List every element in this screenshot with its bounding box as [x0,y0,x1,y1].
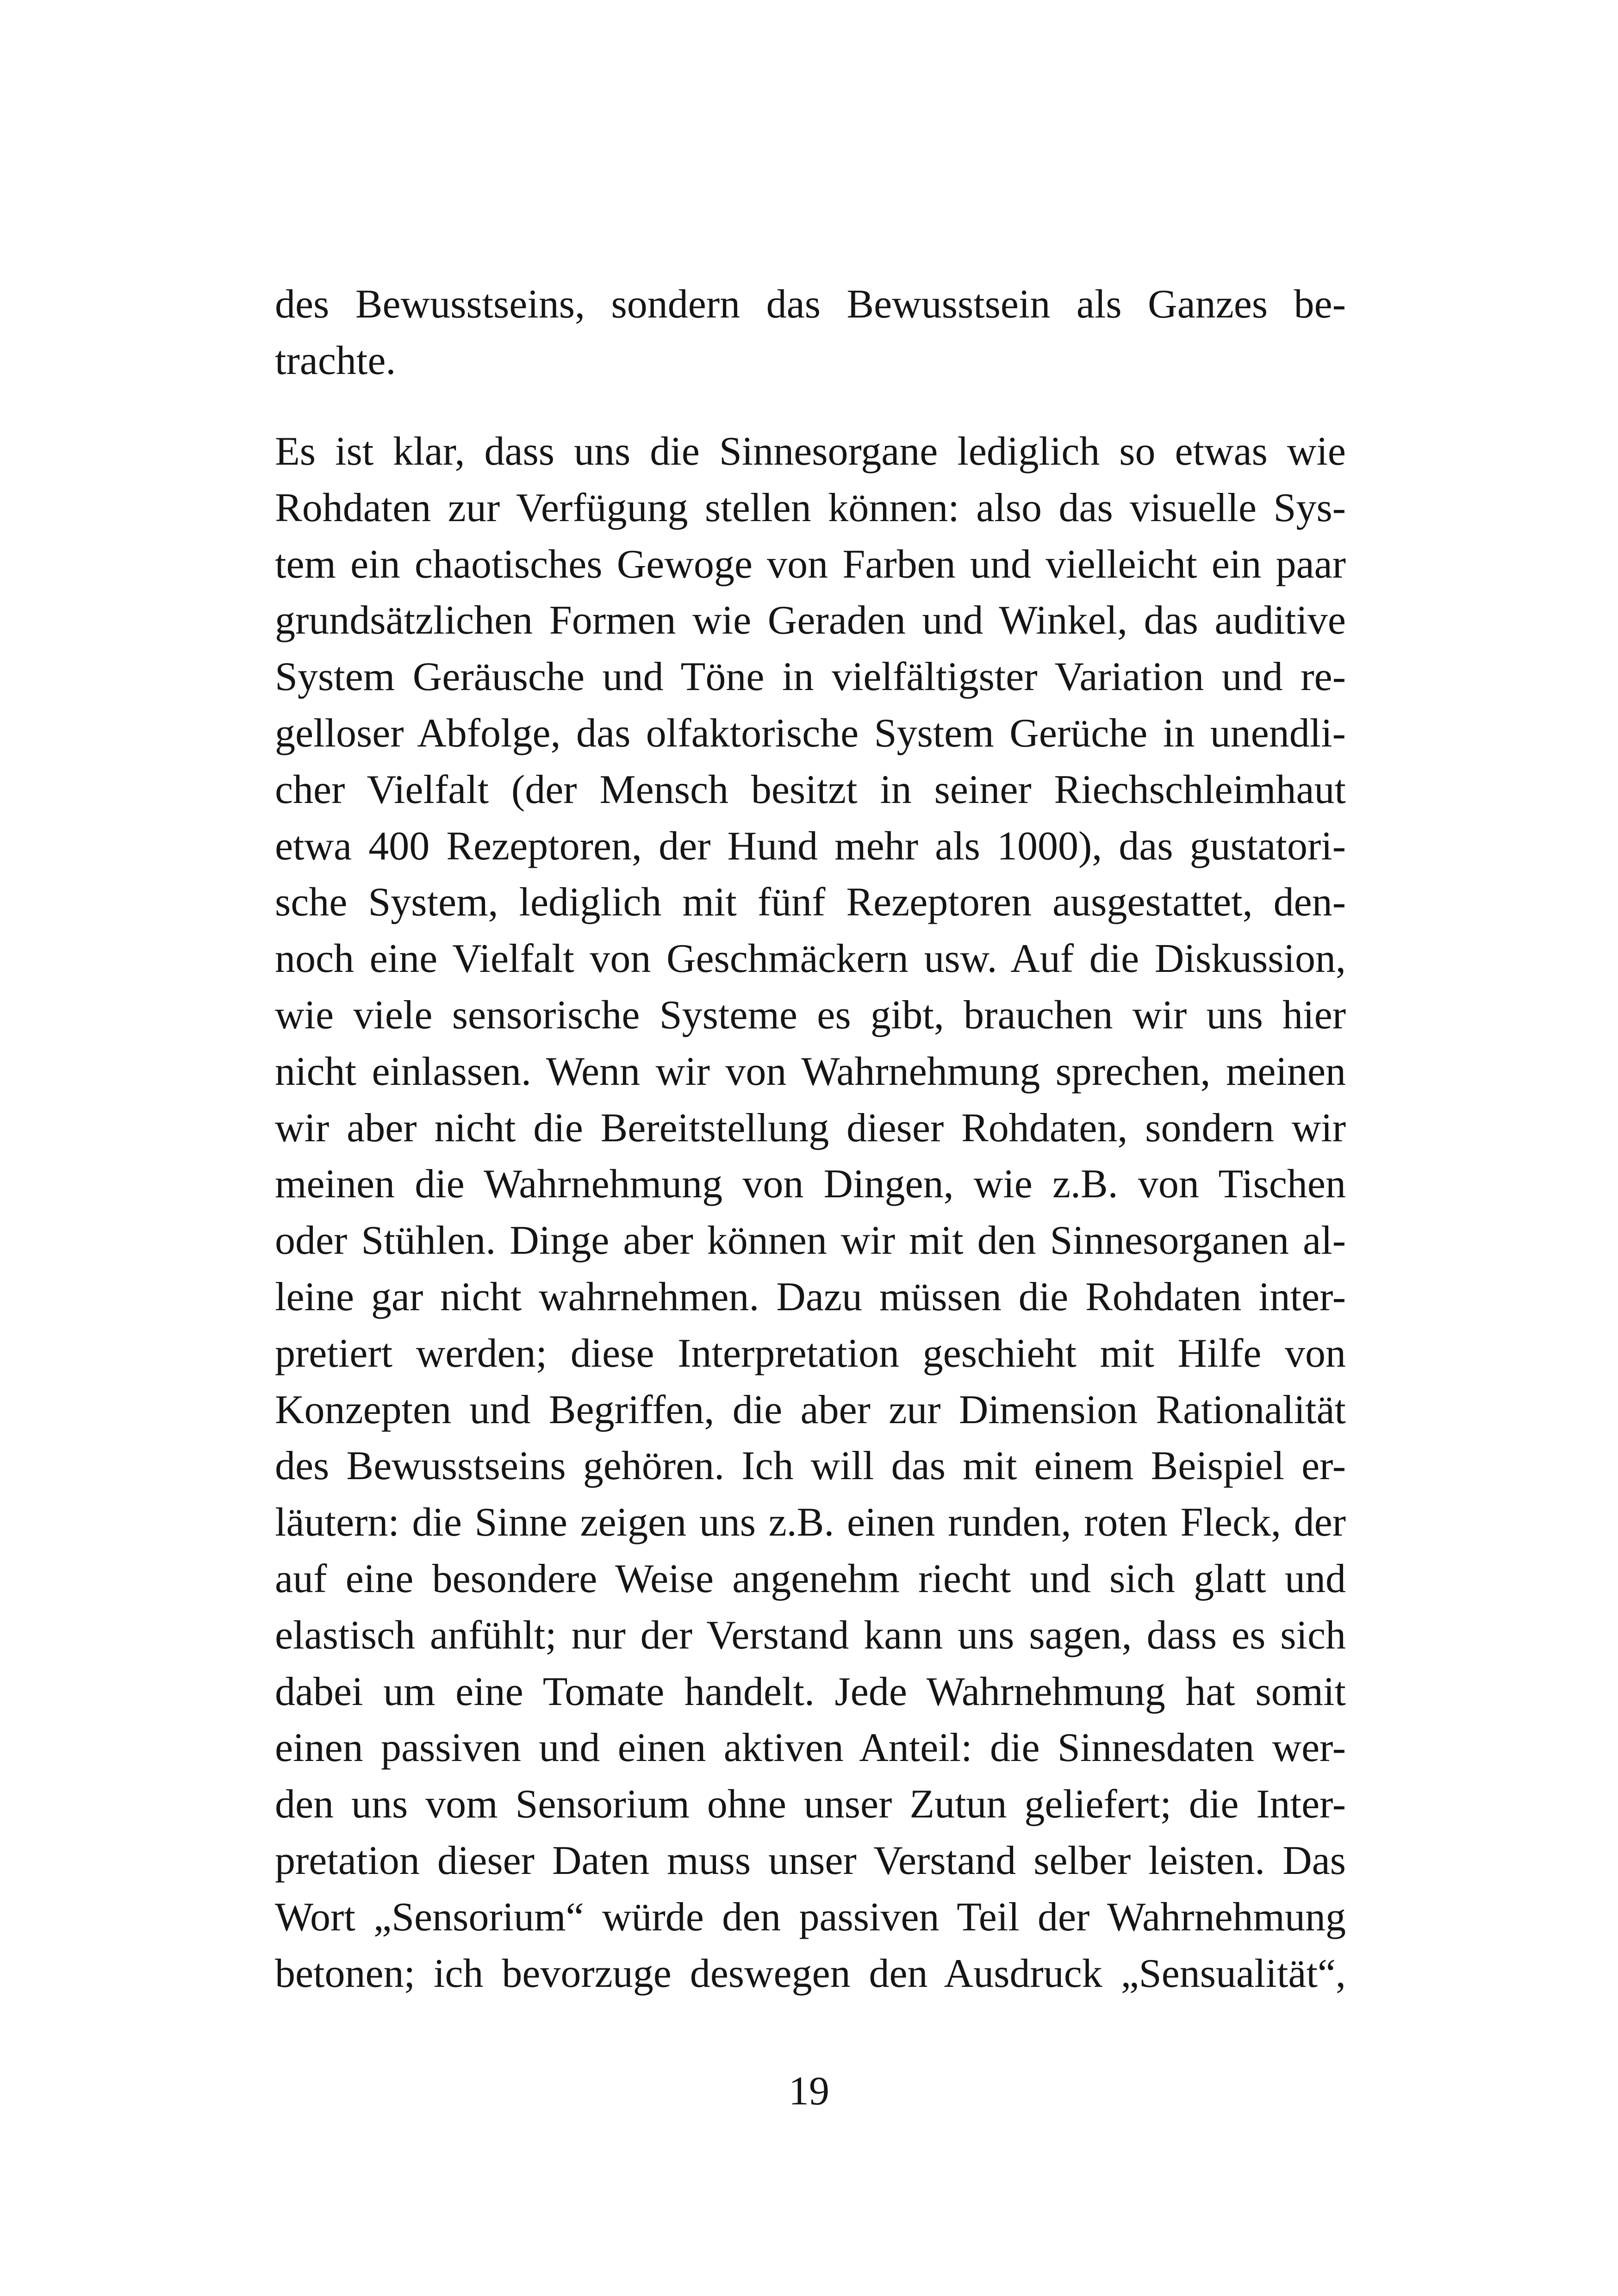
text-line: System Geräusche und Töne in vielfältigster Variation und re- [275,654,1346,700]
text-line: elastisch anfühlt; nur der Verstand kann uns sagen, dass es sich [275,1612,1346,1658]
text-line: meinen die Wahrnehmung von Dingen, wie z.B. von Tischen [275,1162,1346,1207]
text-line: wie viele sensorische Systeme es gibt, brauchen wir uns hier [275,992,1346,1038]
text-line: noch eine Vielfalt von Geschmäckern usw. Auf die Diskussion, [275,936,1346,982]
text-line: pretiert werden; diese Interpretation geschieht mit Hilfe von [275,1331,1346,1376]
paragraph [275,276,1346,389]
text-line: Es ist klar, dass uns die Sinnesorgane lediglich so etwas wie [275,429,1346,474]
text-line: pretation dieser Daten muss unser Verstand selber leisten. Das [275,1838,1346,1883]
paragraph [275,423,1346,2002]
page-number: 19 [789,2069,829,2114]
text-line: wir aber nicht die Bereitstellung dieser Rohdaten, sondern wir [275,1105,1346,1151]
text-line: gelloser Abfolge, das olfaktorische System Gerüche in unendli- [275,710,1346,756]
text-line: etwa 400 Rezeptoren, der Hund mehr als 1000), das gustatori- [275,823,1346,869]
text-line: cher Vielfalt (der Mensch besitzt in seiner Riechschleimhaut [275,767,1346,812]
text-line: nicht einlassen. Wenn wir von Wahrnehmung sprechen, meinen [275,1049,1346,1094]
text-line: sche System, lediglich mit fünf Rezeptoren ausgestattet, den- [275,880,1346,925]
text-line: dabei um eine Tomate handelt. Jede Wahrnehmung hat somit [275,1669,1346,1714]
text-line: auf eine besondere Weise angenehm riecht und sich glatt und [275,1556,1346,1601]
text-line: tem ein chaotisches Gewoge von Farben und vielleicht ein paar [275,541,1346,587]
text-line: Konzepten und Begriffen, die aber zur Dimension Rationalität [275,1387,1346,1432]
text-line: leine gar nicht wahrnehmen. Dazu müssen die Rohdaten inter- [275,1274,1346,1319]
text-line: läutern: die Sinne zeigen uns z.B. einen runden, roten Fleck, der [275,1500,1346,1545]
text-line: oder Stühlen. Dinge aber können wir mit den Sinnesorganen al- [275,1218,1346,1263]
text-line: einen passiven und einen aktiven Anteil: die Sinnesdaten wer- [275,1725,1346,1771]
text-line: des Bewusstseins gehören. Ich will das mit einem Beispiel er- [275,1444,1346,1489]
text-line: den uns vom Sensorium ohne unser Zutun geliefert; die Inter- [275,1782,1346,1827]
text-line: betonen; ich bevorzuge deswegen den Ausdruck „Sensualität“, [275,1951,1346,1996]
text-line: grundsätzlichen Formen wie Geraden und Winkel, das auditive [275,598,1346,643]
text-line: des Bewusstseins, sondern das Bewusstsein als Ganzes be- [275,282,1346,327]
text-line: Rohdaten zur Verfügung stellen können: also das visuelle Sys- [275,485,1346,530]
text-line: trachte. [275,338,396,383]
text-line: Wort „Sensorium“ würde den passiven Teil der Wahrnehmung [275,1894,1346,1940]
